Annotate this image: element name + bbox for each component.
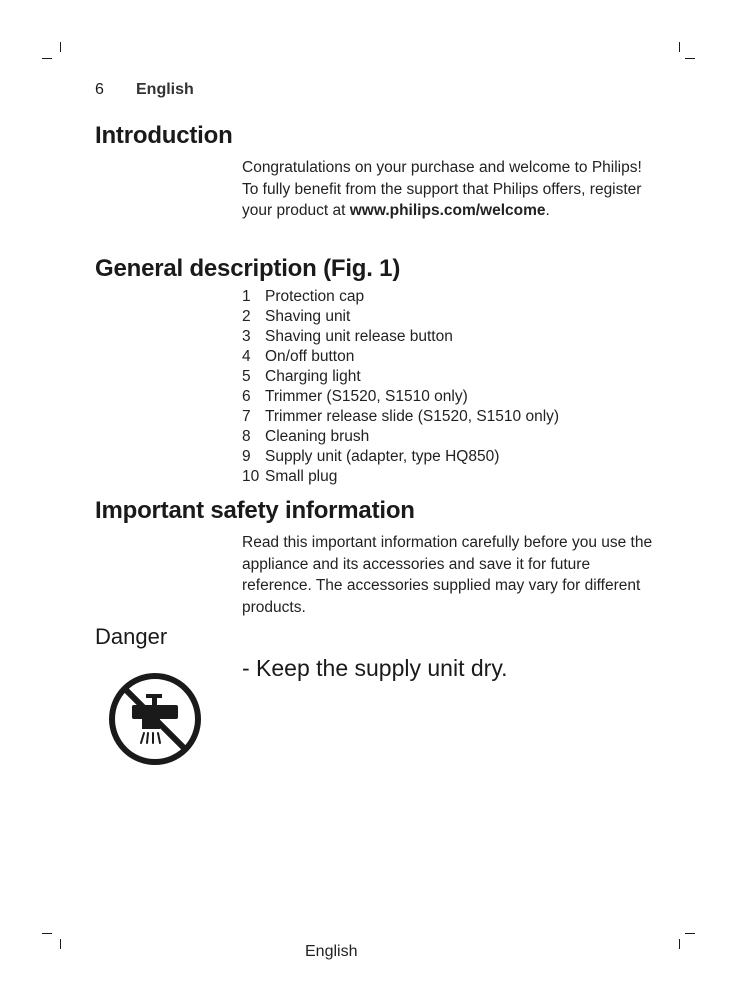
crop-mark [60,939,61,949]
safety-heading: Important safety information [95,497,415,524]
item-label: Shaving unit [265,308,351,325]
item-label: On/off button [265,348,355,365]
list-item [242,307,559,327]
introduction-paragraph [242,157,662,222]
item-number: 3 [242,328,251,345]
item-number: 7 [242,408,251,425]
item-number: 2 [242,308,251,325]
item-label: Trimmer release slide (S1520, S1510 only) [265,408,560,425]
list-item [242,467,559,487]
item-number: 6 [242,388,251,405]
footer-language: English [305,943,358,960]
list-item [242,287,559,307]
page-number: 6 [95,81,104,98]
list-item [242,447,559,467]
list-item [242,367,559,387]
general-description-heading: General description (Fig. 1) [95,255,401,282]
crop-mark [42,933,52,934]
crop-mark [679,42,680,52]
introduction-text: Congratulations on your purchase and welcome to Philips! To fully benefit from the support that Philips offers, register your product at [242,159,642,220]
list-item [242,327,559,347]
danger-warning: - Keep the supply unit dry. [242,655,508,681]
item-label: Small plug [265,468,338,485]
item-label: Shaving unit release button [265,328,453,345]
crop-mark [685,58,695,59]
list-item [242,347,559,367]
item-number: 1 [242,288,251,305]
no-water-icon [106,670,204,768]
crop-mark [60,42,61,52]
item-label: Protection cap [265,288,365,305]
item-number: 5 [242,368,251,385]
crop-mark [42,58,52,59]
item-number: 10 [242,468,260,485]
item-label: Cleaning brush [265,428,370,445]
list-item [242,407,559,427]
danger-heading: Danger [95,624,168,649]
header-language: English [136,81,194,98]
introduction-heading: Introduction [95,122,233,149]
list-item [242,387,559,407]
item-label: Supply unit (adapter, type HQ850) [265,448,500,465]
crop-mark [685,933,695,934]
item-number: 8 [242,428,251,445]
introduction-period: . [545,202,550,220]
safety-paragraph: Read this important information carefully before you use the appliance and its accessories and save it for future reference. The accessories supplied may vary for different products. [242,534,653,617]
philips-website-link[interactable]: www.philips.com/welcome [349,202,546,220]
list-item [242,427,559,447]
item-number: 9 [242,448,251,465]
item-label: Charging light [265,368,361,385]
item-label: Trimmer (S1520, S1510 only) [265,388,468,405]
parts-list [242,287,559,487]
item-number: 4 [242,348,251,365]
crop-mark [679,939,680,949]
